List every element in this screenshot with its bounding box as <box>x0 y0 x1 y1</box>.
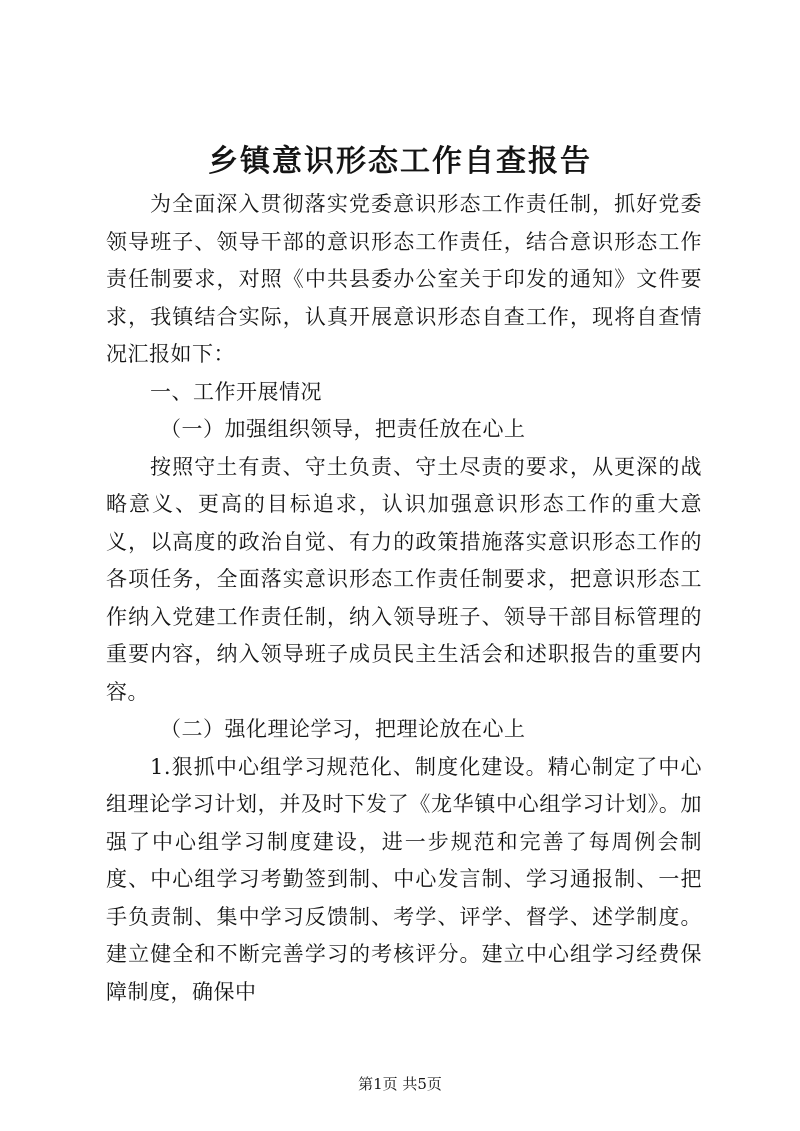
subsection-heading: （二）强化理论学习，把理论放在心上 <box>160 717 526 741</box>
document-title: 乡镇意识形态工作自查报告 <box>208 144 592 179</box>
document-body <box>106 186 702 1011</box>
subsection-heading: （一）加强组织领导，把责任放在心上 <box>160 417 526 441</box>
body-paragraph: 按照守土有责、守土负责、守土尽责的要求，从更深的战略意义、更高的目标追求，认识加强意识形态工作的重大意义，以高度的政治自觉、有力的政策措施落实意识形态工作的各项任务，全面落实意识形态工作责任制要求，把意识形态工作纳入党建工作责任制，纳入领导班子、领导干部目标管理的重要内容，纳入领导班子成员民主生活会和述职报告的重要内容。 <box>106 454 702 704</box>
body-paragraph: 1.狠抓中心组学习规范化、制度化建设。精心制定了中心组理论学习计划，并及时下发了《龙华镇中心组学习计划》。加强了中心组学习制度建设，进一步规范和完善了每周例会制度、中心组学习考勤签到制、中心发言制、学习通报制、一把手负责制、集中学习反馈制、考学、评学、督学、述学制度。建立健全和不断完善学习的考核评分。建立中心组学习经费保障制度，确保中 <box>106 754 702 1004</box>
page-number-footer: 第1页 共5页 <box>358 1075 442 1093</box>
section-heading: 一、工作开展情况 <box>150 379 322 404</box>
intro-paragraph: 为全面深入贯彻落实党委意识形态工作责任制，抓好党委领导班子、领导干部的意识形态工作责任，结合意识形态工作责任制要求，对照《中共县委办公室关于印发的通知》文件要求，我镇结合实际，认真开展意识形态自查工作，现将自查情况汇报如下： <box>106 192 702 366</box>
